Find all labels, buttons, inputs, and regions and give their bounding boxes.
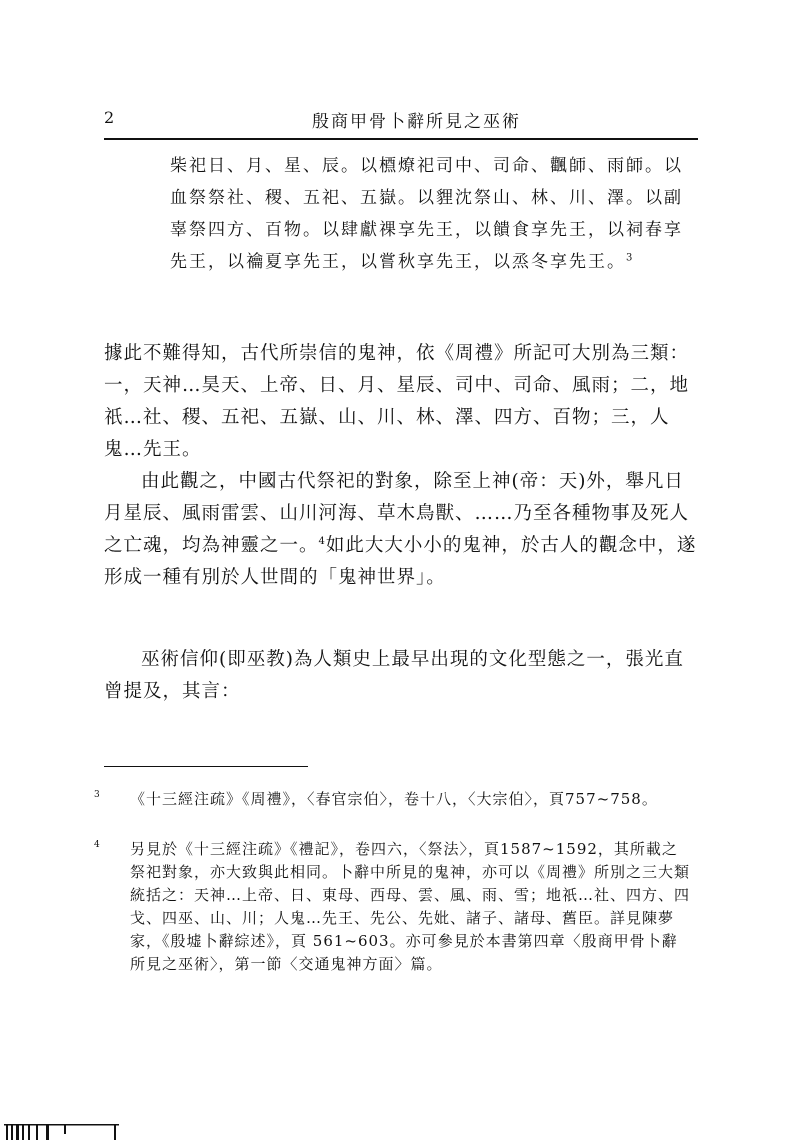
quote-body: 柴祀日、月、星、辰。以槱燎祀司中、司命、飌師、雨師。以血祭祭社、稷、五祀、五嶽。以貍沈祭山、林、川、澤。以副辜祭四方、百物。以肆獻祼享先王，以饋食享先王，以祠春享先王，以禴夏享先王，以嘗秋享先王，以烝冬享先王。 bbox=[170, 156, 683, 272]
body-paragraph-2 bbox=[104, 466, 698, 594]
footnote-mark: 3 bbox=[94, 790, 100, 800]
footnote-rule bbox=[104, 766, 308, 767]
footnote-text: 《十三經注疏》《周禮》，〈春官宗伯〉，卷十八，〈大宗伯〉，頁757~758。 bbox=[130, 790, 658, 808]
quote-text bbox=[170, 150, 698, 278]
footnote-mark: 4 bbox=[94, 840, 100, 850]
page-number: 2 bbox=[104, 108, 115, 127]
scan-artifact-bars bbox=[4, 1122, 119, 1140]
body-paragraph-1: 據此不難得知，古代所崇信的鬼神，依《周禮》所記可大別為三類：一，天神…昊天、上帝、日、月、星辰、司中、司命、風雨；二，地祇…社、稷、五祀、五嶽、山、川、林、澤、四方、百物；三，人鬼…先王。 bbox=[104, 343, 690, 460]
footnote-text: 另見於《十三經注疏》《禮記》，卷四六，〈祭法〉，頁1587~1592，其所載之祭祀對象，亦大致與此相同。卜辭中所見的鬼神，亦可以《周禮》所別之三大類統括之：天神…上帝、日、東母、西母、雲、風、雨、雪；地祇…社、四方、四戈、四巫、山、川；人鬼…先王、先公、先妣、諸子、諸母、舊臣。詳見陳夢家，《殷墟卜辭綜述》，頁 561~603。亦可參見於本書第四章〈殷商甲骨卜辭所見之巫術〉，第一節〈交通鬼神方面〉篇。 bbox=[130, 840, 691, 973]
running-head: 殷商甲骨卜辭所見之巫術 bbox=[312, 112, 521, 132]
paragraph-2-part-a: 由此觀之，中國古代祭祀的對象，除至上神(帝：天)外，舉凡日月星辰、風雨雷雲、山川河海、草木鳥獸、……乃至各種物事及死人之亡魂，均為神靈之一。 bbox=[104, 471, 690, 556]
footnote-3 bbox=[94, 788, 698, 811]
body-paragraph-3: 巫術信仰(即巫教)為人類史上最早出現的文化型態之一，張光直曾提及，其言： bbox=[104, 649, 684, 702]
paragraph-2-part-b: 如此大大小小的鬼神，於古人的觀念中，遂形成一種有別於人世間的「鬼神世界」。 bbox=[104, 535, 697, 588]
header-rule bbox=[104, 138, 698, 140]
footnote-4 bbox=[94, 838, 698, 976]
footnote-ref-4[interactable]: 4 bbox=[318, 535, 326, 547]
block-quote bbox=[170, 150, 698, 278]
footnote-ref-3[interactable]: 3 bbox=[626, 252, 635, 264]
